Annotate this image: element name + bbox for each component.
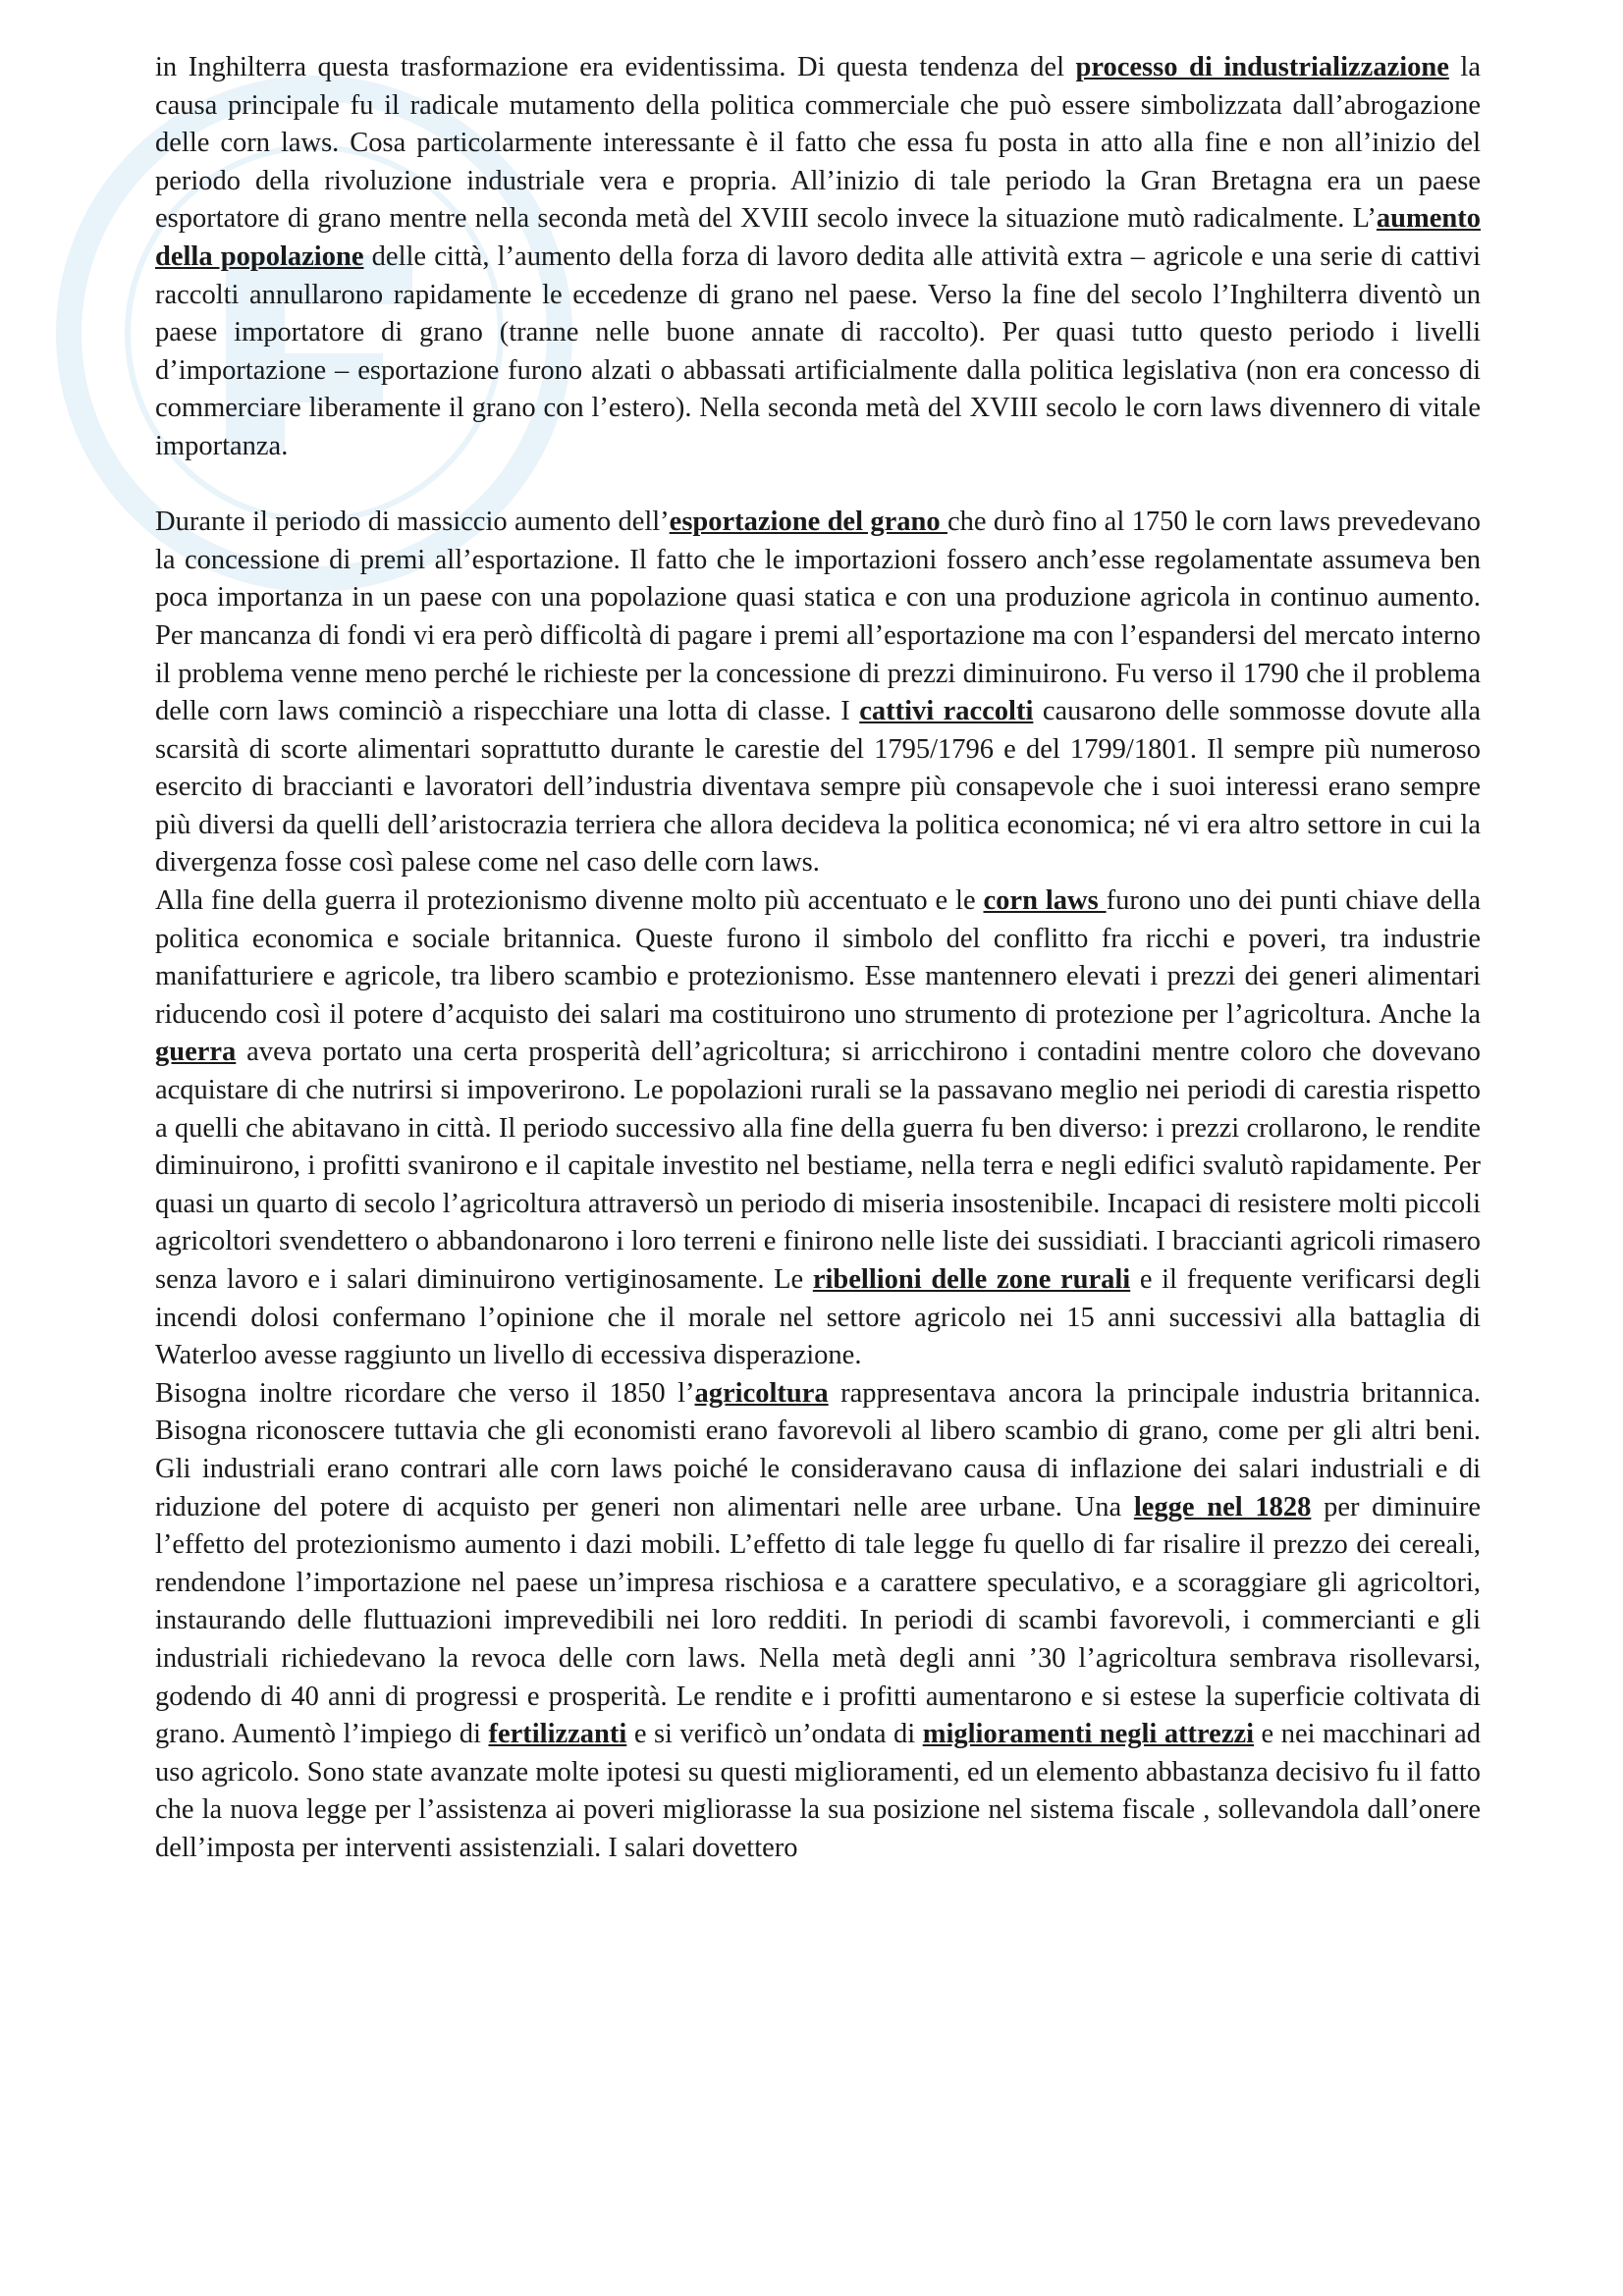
text-run: rappresentava ancora la principale industria britannica. Bisogna riconoscere tuttavia che gli economisti erano favorevoli al libero scambio di grano, come per gli altri beni. Gli industriali erano contrari alle corn laws poiché le consideravano causa di inflazione dei salari industriali e di riduzione del potere di acquisto per generi non alimentari nelle aree urbane. Una: [155, 1377, 1482, 1522]
text-run: Bisogna inoltre ricordare che verso il 1850 l’: [155, 1377, 695, 1409]
key-term: esportazione del grano: [669, 507, 947, 538]
text-run: Alla fine della guerra il protezionismo divenne molto più accentuato e le: [155, 885, 984, 917]
key-term: legge nel 1828: [1133, 1491, 1312, 1522]
key-term: guerra: [155, 1037, 237, 1068]
text-run: aveva portato una certa prosperità dell’agricoltura; si arricchirono i contadini mentre coloro che dovevano acquistare di che nutrirsi si impoverirono. Le popolazioni rurali se la passavano meglio nei periodi di carestia rispetto a quelli che abitavano in città. Il periodo successivo alla fine della guerra fu ben diverso: i prezzi crollarono, le rendite diminuirono, i profitti svanirono e il capitale investito nel bestiame, nella terra e negli edifici svalutò rapidamente. Per quasi un quarto di secolo l’agricoltura attraversò un periodo di miseria insostenibile. Incapaci di resistere molti piccoli agricoltori svendettero o abbandonarono i loro terreni e finirono nelle liste dei sussidiati. I braccianti agricoli rimasero senza lavoro e i salari diminuirono vertiginosamente. Le: [155, 1037, 1481, 1295]
text-run: in Inghilterra questa trasformazione era evidentissima. Di questa tendenza del: [155, 52, 1076, 82]
text-run: che durò fino al 1750 le corn laws prevedevano la concessione di premi all’esportazione. Il fatto che le importazioni fossero anch’esse regolamentate assumeva ben poca importanza in un paese con una popolazione quasi statica e con una produzione agricola in continuo aumento. Per mancanza di fondi vi era però difficoltà di pagare i premi all’esportazione ma con l’espandersi del mercato interno il problema venne meno perché le richieste per la concessione di prezzi diminuirono. Fu verso il 1790 che il problema delle corn laws cominciò a rispecchiare una lotta di classe. I: [155, 507, 1482, 727]
text-run: per diminuire l’effetto del protezionismo aumento i dazi mobili. L’effetto di tale legge fu quello di far risalire il prezzo dei cereali, rendendone l’importazione nel paese un’impresa rischiosa e a carattere speculativo, e a scoraggiare gli agricoltori, instaurando delle fluttuazioni imprevedibili nei loro redditi. In periodi di scambi favorevoli, i commercianti e gli industriali richiedevano la revoca delle corn laws. Nella metà degli anni ’30 l’agricoltura sembrava risollevarsi, godendo di 40 anni di progressi e prosperità. Le rendite e i profitti aumentarono e si estese la superficie coltivata di grano. Aumentò l’impiego di: [155, 1491, 1481, 1750]
key-term: ribellioni delle zone rurali: [812, 1264, 1131, 1295]
text-run: delle città, l’aumento della forza di lavoro dedita alle attività extra – agricole e una serie di cattivi raccolti annullarono rapidamente le eccedenze di grano nel paese. Verso la fine del secolo l’Inghilterra diventò un paese importatore di grano (tranne nelle buone annate di raccolto). Per quasi tutto questo periodo i livelli d’importazione – esportazione furono alzati o abbassati artificialmente dalla politica legislativa (non era concesso di commerciare liberamente il grano con l’estero). Nella seconda metà del XVIII secolo le corn laws divennero di vitale importanza.: [155, 240, 1481, 461]
key-term: fertilizzanti: [488, 1719, 627, 1750]
key-term: agricoltura: [694, 1377, 829, 1409]
text-run: e nei macchinari ad uso agricolo. Sono state avanzate molte ipotesi su questi miglioramenti, ed un elemento abbastanza decisivo fu il fatto che la nuova legge per l’assistenza ai poveri migliorasse la sua posizione nel sistema fiscale , sollevandola dall’onere dell’imposta per interventi assistenziali. I salari dovettero: [155, 1719, 1481, 1863]
paragraph-3: [155, 882, 1481, 1375]
key-term: corn laws: [983, 885, 1107, 917]
text-run: causarono delle sommosse dovute alla scarsità di scorte alimentari soprattutto durante le carestie del 1795/1796 e del 1799/1801. Il sempre più numeroso esercito di braccianti e lavoratori dell’industria diventava sempre più consapevole che i suoi interessi erano sempre più diversi da quelli dell’aristocrazia terriera che allora decideva la politica economica; né vi era altro settore in cui la divergenza fosse così palese come nel caso delle corn laws.: [155, 696, 1482, 879]
text-run: la causa principale fu il radicale mutamento della politica commerciale che può essere simbolizzata dall’abrogazione delle corn laws. Cosa particolarmente interessante è il fatto che essa fu posta in atto alla fine e non all’inizio del periodo della rivoluzione industriale vera e propria. All’inizio di tale periodo la Gran Bretagna era un paese esportatore di grano mentre nella seconda metà del XVIII secolo invece la situazione mutò radicalmente. L’: [155, 52, 1481, 235]
text-run: e si verificò un’ondata di: [626, 1719, 923, 1750]
key-term: miglioramenti negli attrezzi: [922, 1719, 1255, 1750]
key-term: cattivi raccolti: [859, 696, 1034, 727]
key-term: processo di industrializzazione: [1075, 52, 1449, 82]
paragraph-4: [155, 1375, 1481, 1868]
paragraph-2: [155, 504, 1481, 882]
document-body: [155, 49, 1481, 1868]
key-term: aumento della popolazione: [155, 203, 1481, 272]
text-run: furono uno dei punti chiave della politica economica e sociale britannica. Queste furono il simbolo del conflitto fra ricchi e poveri, tra industrie manifatturiere e agricole, tra libero scambio e protezionismo. Esse mantennero elevati i prezzi dei generi alimentari riducendo così il potere d’acquisto dei salari ma costituirono uno strumento di protezione per l’agricoltura. Anche la: [155, 885, 1481, 1030]
text-run: Durante il periodo di massiccio aumento dell’: [155, 507, 670, 538]
text-run: e il frequente verificarsi degli incendi dolosi confermano l’opinione che il morale nel settore agricolo nei 15 anni successivi alla battaglia di Waterloo avesse raggiunto un livello di eccessiva disperazione.: [155, 1264, 1481, 1371]
paragraph-1: [155, 49, 1481, 466]
